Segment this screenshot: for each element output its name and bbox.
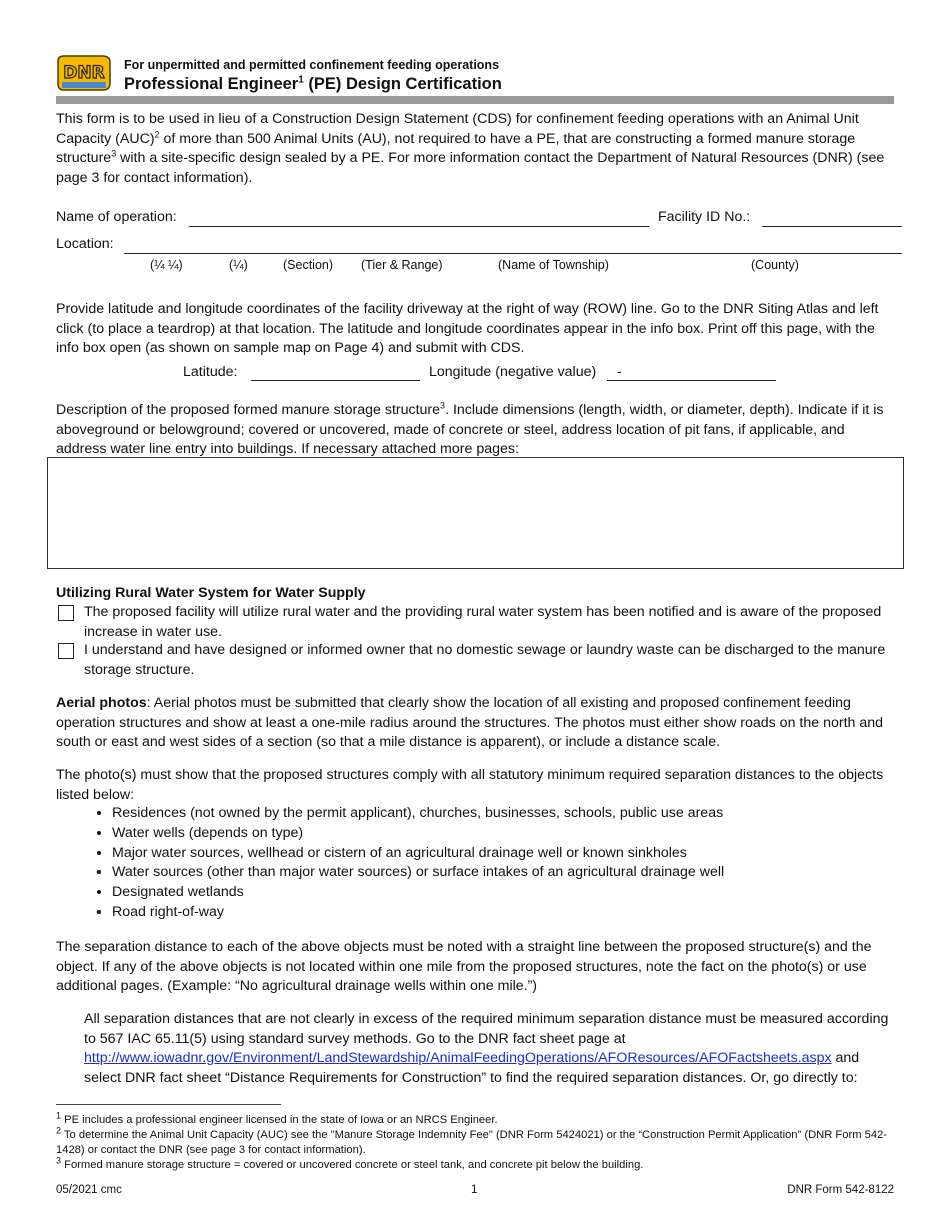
list-item: • Designated wetlands bbox=[112, 883, 892, 903]
loc-quarter: (¼) bbox=[229, 258, 248, 272]
operation-field[interactable] bbox=[189, 226, 649, 227]
footer-date: 05/2021 cmc bbox=[56, 1184, 122, 1196]
loc-tier-range: (Tier & Range) bbox=[361, 258, 443, 272]
photos-intro: The photo(s) must show that the proposed structures comply with all statutory minimum required separation distances to the objects listed below: bbox=[56, 767, 884, 803]
longitude-label: Longitude (negative value) bbox=[429, 364, 597, 380]
separation-paragraph: The separation distance to each of the above objects must be noted with a straight line between the proposed structure(s) and the object. If any of the above objects is not located within one mile from the proposed structures, note the fact on the photo(s) or use additional pages. (Example: “No agricultural drainage wells within one mile.”) bbox=[56, 939, 872, 994]
footnote-2: $^2$ To determine the Animal Unit Capacity (AUC) see the "Manure Storage Indemnity Fee" (DNR Form 5424021) or the “Construction Permit Application” (DNR Form 542-1428) or contact the DNR (see page 3 for contact information). bbox=[56, 1125, 888, 1156]
rural-water-checkbox[interactable] bbox=[58, 605, 74, 621]
list-item: • Water wells (depends on type) bbox=[112, 824, 892, 844]
header-bar bbox=[56, 96, 894, 104]
logo-text: DNR bbox=[63, 63, 105, 83]
form-number: DNR Form 542-8122 bbox=[787, 1184, 894, 1196]
longitude-prefix: - bbox=[617, 364, 622, 380]
measurement-paragraph: All separation distances that are not clearly in excess of the required minimum separation distance must be measured according to 567 IAC 65.11(5) using standard survey methods. Go to the DNR fact sheet page at http://www.iowadnr.gov/Environment/LandStewardship/AnimalFeedingOperations/AFOResources/AFOFactsheets.aspx and select DNR fact sheet “Distance Requirements for Construction” to find the required separation distances. Or, go directly to: bbox=[84, 1011, 889, 1086]
list-item: • Major water sources, wellhead or cistern of an agricultural drainage well or known sinkholes bbox=[112, 844, 892, 864]
footnote-divider bbox=[56, 1104, 281, 1105]
header-subtitle: For unpermitted and permitted confinement feeding operations bbox=[124, 58, 500, 72]
operation-label: Name of operation: bbox=[56, 209, 177, 225]
loc-section: (Section) bbox=[283, 258, 334, 272]
footnote-1: $^1$ PE includes a professional engineer licensed in the state of Iowa or an NRCS Engineer. bbox=[56, 1110, 498, 1126]
aerial-photos-paragraph: Aerial photos: Aerial photos must be submitted that clearly show the location of all existing and proposed confinement feeding operation structures and show at least a one-mile radius around the structures. The photos must either show roads on the north and south or east and west sides of a section (so that a mile distance is apparent), or include a distance scale. bbox=[56, 695, 884, 750]
loc-quarter-quarter: (¼ ¼) bbox=[150, 258, 183, 272]
objects-list bbox=[84, 804, 892, 923]
footnote-3: $^3$ Formed manure storage structure = covered or uncovered concrete or steel tank, and concrete pit below the building. bbox=[56, 1155, 644, 1171]
facility-id-field[interactable] bbox=[762, 226, 902, 227]
page-title: Professional Engineer$^1$ (PE) Design Certification bbox=[124, 74, 502, 93]
rural-water-text: The proposed facility will utilize rural water and the providing rural water system has been notified and is aware of the proposed increase in water use. bbox=[84, 604, 882, 640]
loc-township: (Name of Township) bbox=[498, 258, 609, 272]
page-number: 1 bbox=[471, 1184, 478, 1196]
sewage-text: I understand and have designed or informed owner that no domestic sewage or laundry waste can be discharged to the manure storage structure. bbox=[84, 642, 886, 678]
description-instructions: Description of the proposed formed manure storage structure$^3$. Include dimensions (length, width, or diameter, depth). Indicate if it is aboveground or belowground; covered or uncovered, made of concrete or steel, address location of pit fans, if applicable, and address water line entry into buildings. If necessary attached more pages: bbox=[56, 400, 884, 457]
location-label: Location: bbox=[56, 236, 114, 252]
longitude-field[interactable] bbox=[607, 380, 776, 381]
latitude-field[interactable] bbox=[251, 380, 420, 381]
list-item: • Road right-of-way bbox=[112, 903, 892, 923]
facility-id-label: Facility ID No.: bbox=[658, 209, 751, 225]
list-item: • Residences (not owned by the permit applicant), churches, businesses, schools, public use areas bbox=[112, 804, 892, 824]
location-field[interactable] bbox=[124, 253, 902, 254]
factsheet-link[interactable]: http://www.iowadnr.gov/Environment/LandStewardship/AnimalFeedingOperations/AFOResources/AFOFactsheets.aspx bbox=[84, 1050, 832, 1066]
coordinates-instructions: Provide latitude and longitude coordinates of the facility driveway at the right of way (ROW) line. Go to the DNR Siting Atlas and left click (to place a teardrop) at that location. The latitude and longitude coordinates appear in the info box. Print off this page, with the info box open (as shown on sample map on Page 4) and submit with CDS. bbox=[56, 301, 879, 356]
description-textbox[interactable] bbox=[47, 457, 904, 569]
latitude-label: Latitude: bbox=[183, 364, 238, 380]
loc-county: (County) bbox=[751, 258, 799, 272]
sewage-checkbox[interactable] bbox=[58, 643, 74, 659]
list-item: • Water sources (other than major water sources) or surface intakes of an agricultural drainage well bbox=[112, 863, 892, 883]
intro-paragraph: This form is to be used in lieu of a Construction Design Statement (CDS) for confinement feeding operations with an Animal Unit Capacity (AUC)$^2$ of more than 500 Animal Units (AU), not required to have a PE, that are constructing a formed manure storage structure$^3$ with a site-specific design sealed by a PE. For more information contact the Department of Natural Resources (DNR) (see page 3 for contact information). bbox=[56, 111, 885, 186]
rural-water-heading: Utilizing Rural Water System for Water Supply bbox=[56, 585, 366, 601]
dnr-logo bbox=[56, 55, 112, 92]
